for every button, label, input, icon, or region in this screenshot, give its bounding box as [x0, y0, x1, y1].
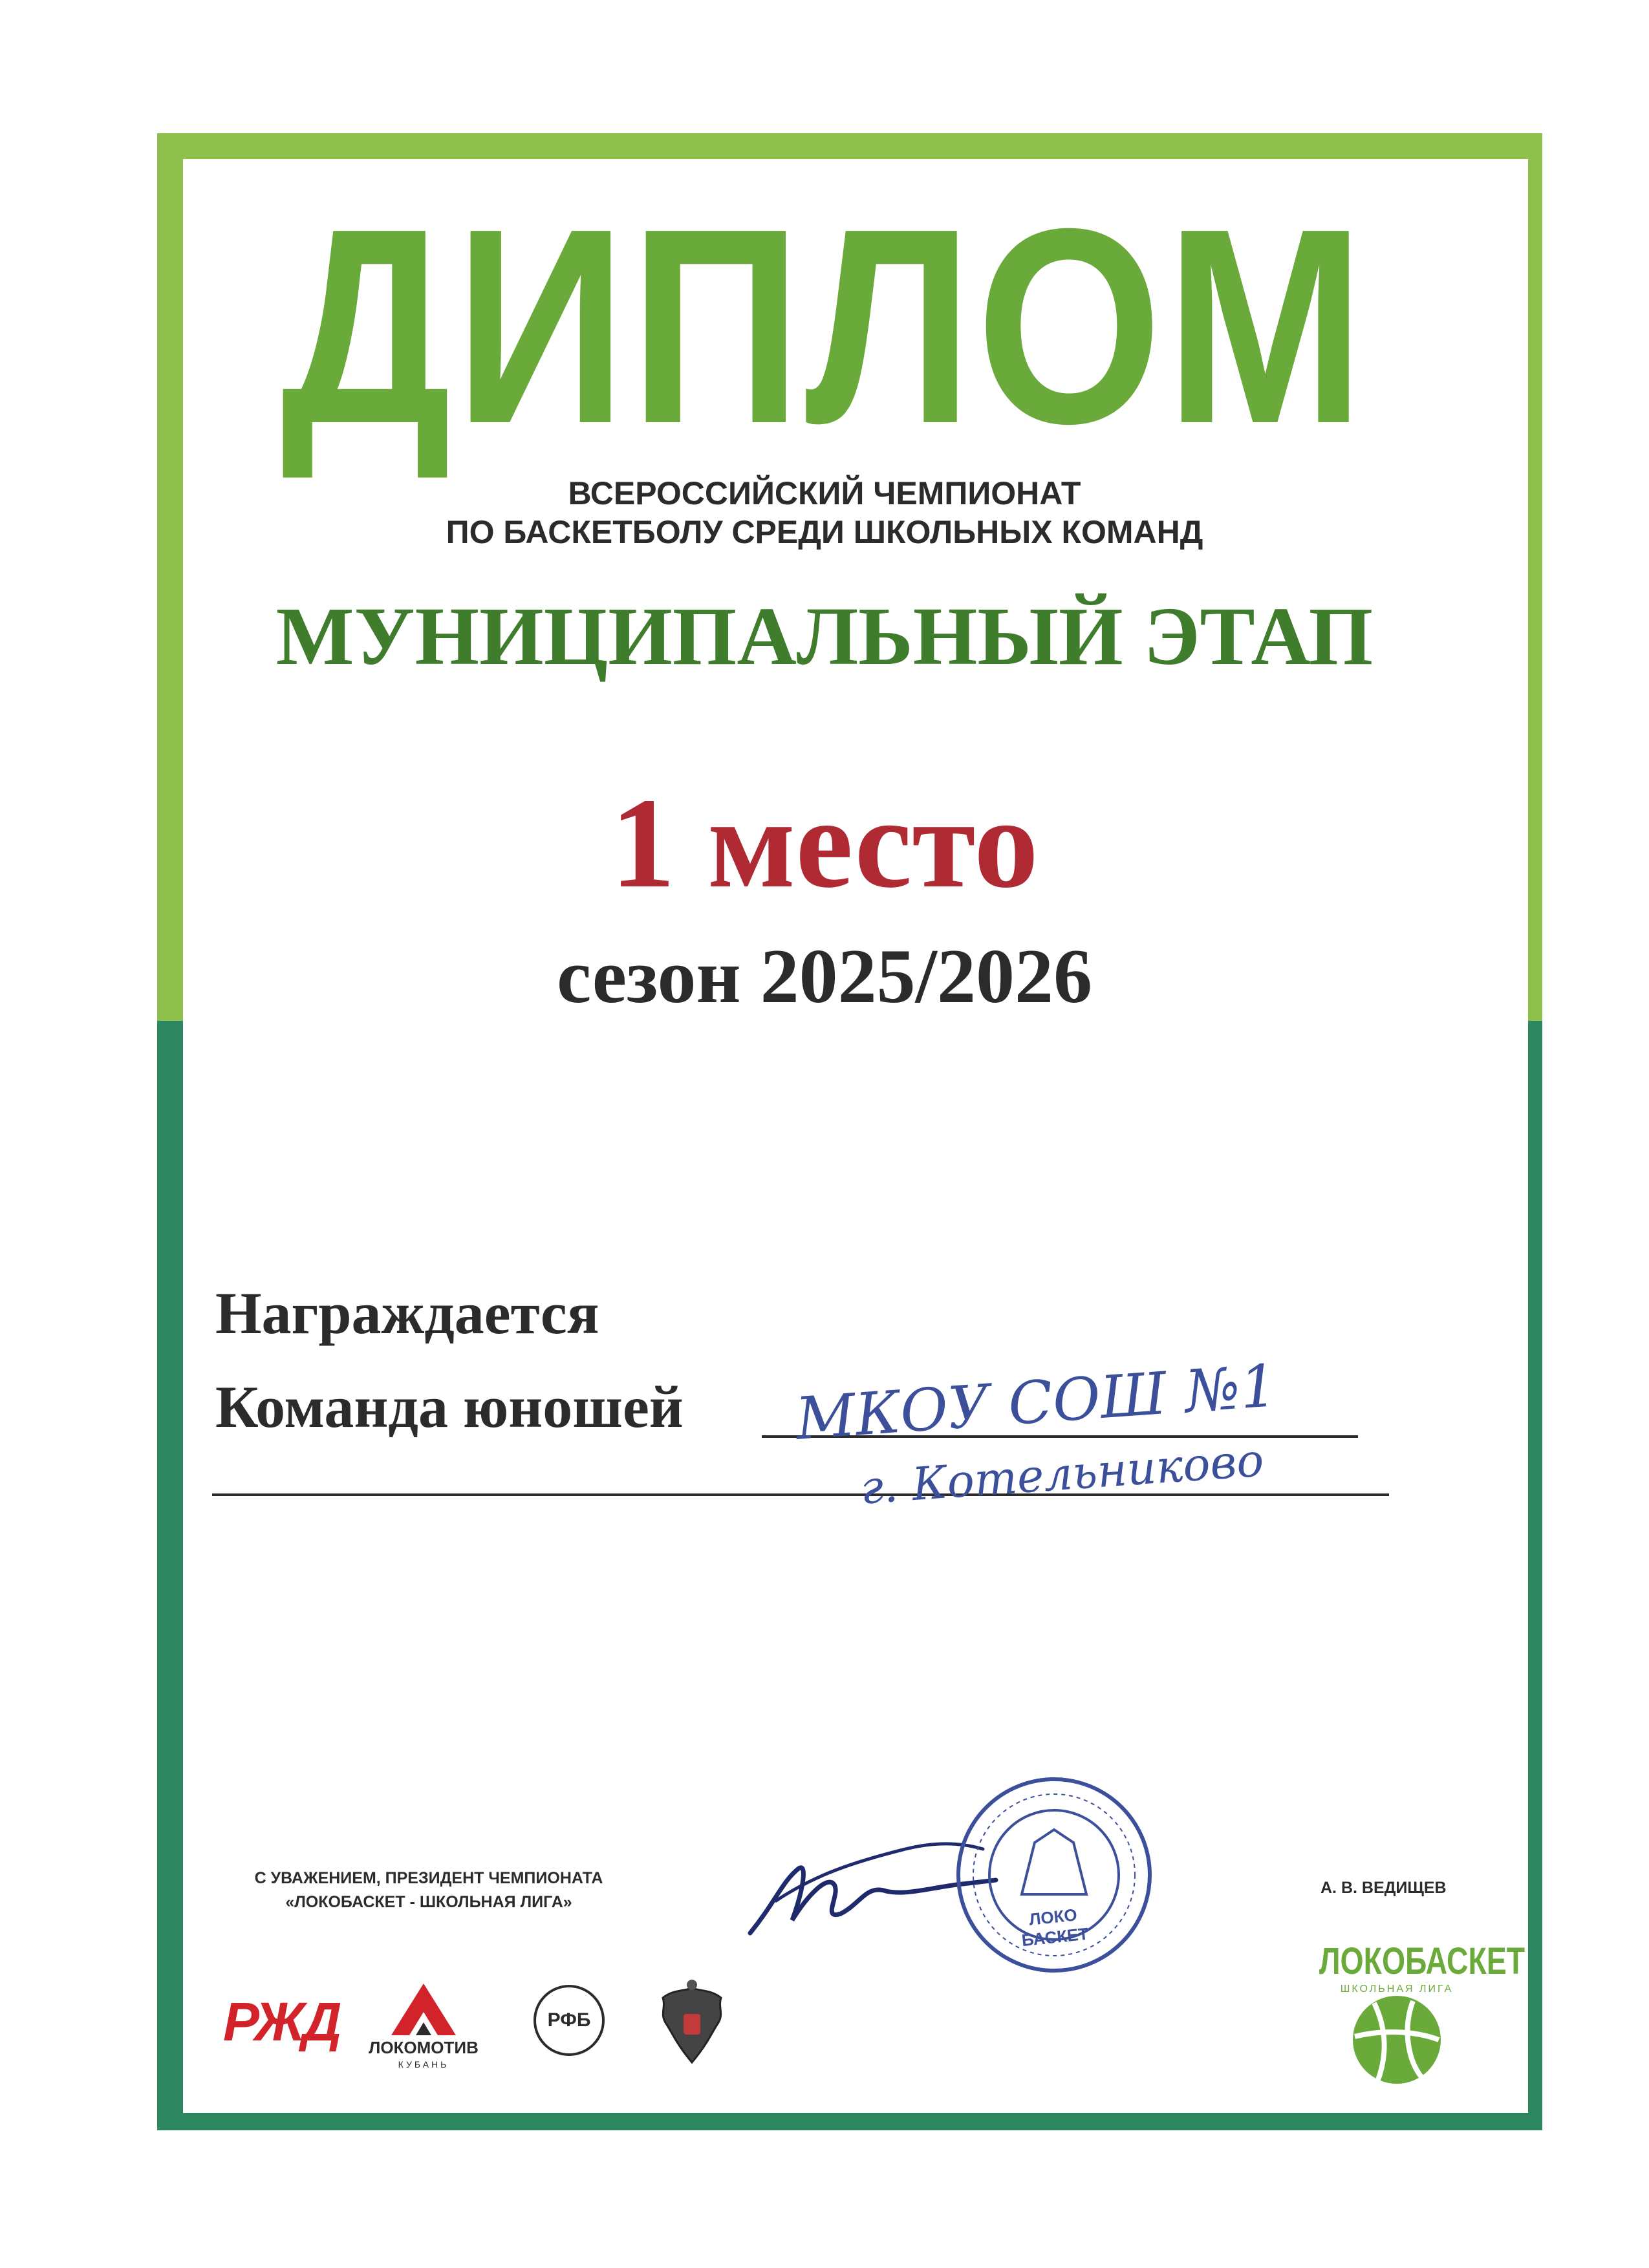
regards-line-2: «ЛОКОБАСКЕТ - ШКОЛЬНАЯ ЛИГА»	[285, 1893, 572, 1911]
lokobasket-logo-sub: ШКОЛЬНАЯ ЛИГА	[1340, 1984, 1454, 1995]
basketball-icon	[1348, 1991, 1445, 2088]
championship-line-1: ВСЕРОССИЙСКИЙ ЧЕМПИОНАТ	[568, 475, 1081, 511]
stage-heading: МУНИЦИПАЛЬНЫЙ ЭТАП	[275, 590, 1374, 682]
team-label: Команда юношей	[215, 1374, 684, 1440]
place-heading: 1 место	[610, 772, 1039, 915]
rfb-logo	[534, 1985, 605, 2056]
rzd-logo	[223, 1991, 339, 2052]
championship-line-2: ПО БАСКЕТБОЛУ СРЕДИ ШКОЛЬНЫХ КОМАНД	[446, 514, 1203, 550]
lokomotiv-logo-text: ЛОКОМОТИВ	[369, 2038, 479, 2057]
coat-of-arms-icon	[650, 1978, 734, 2069]
awarded-label: Награждается	[215, 1280, 599, 1346]
rfb-logo-text: РФБ	[547, 2009, 591, 2031]
president-name: А. В. ВЕДИЩЕВ	[1320, 1879, 1447, 1897]
stamp-text: ЛОКО БАСКЕТ	[1020, 1905, 1090, 1951]
second-underline	[212, 1493, 1389, 1496]
regards-line-1: С УВАЖЕНИЕМ, ПРЕЗИДЕНТ ЧЕМПИОНАТА	[254, 1869, 603, 1887]
diploma-title: ДИПЛОМ	[281, 171, 1368, 482]
lokomotiv-logo-sub: КУБАНЬ	[398, 2059, 449, 2070]
lokobasket-logo-text: ЛОКОБАСКЕТ	[1319, 1940, 1525, 1982]
season-line: сезон 2025/2026	[557, 933, 1092, 1019]
rzd-logo-text: РЖД	[223, 1991, 339, 2052]
handwritten-school: МКОУ СОШ №1	[793, 1352, 1280, 1453]
handwritten-city: г. Котельниково	[858, 1433, 1266, 1515]
